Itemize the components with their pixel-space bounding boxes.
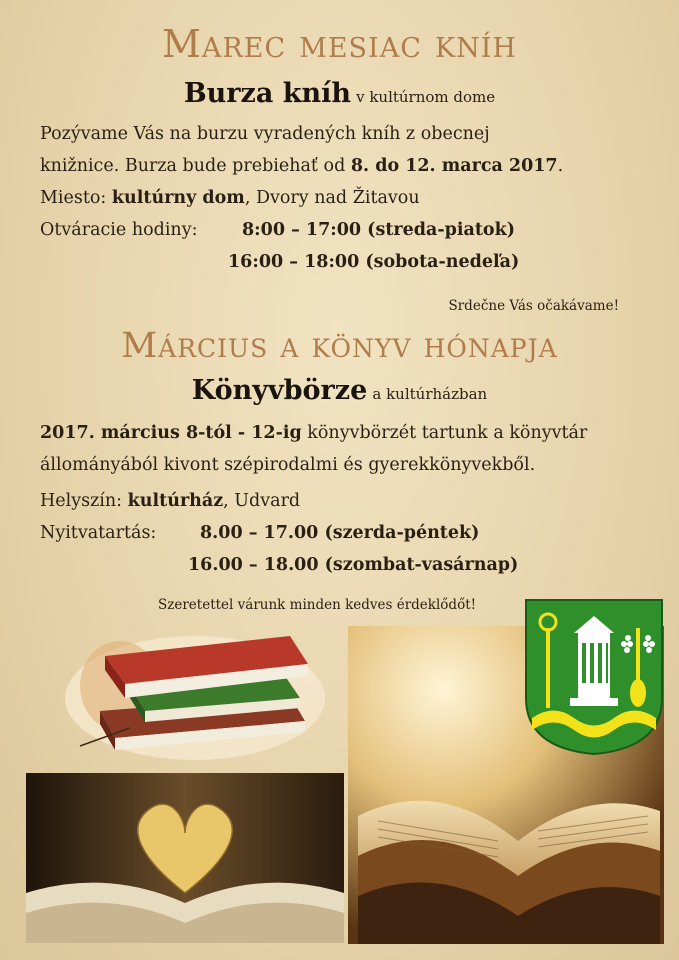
hungarian-hours-weekend xyxy=(188,555,518,575)
hungarian-place-line xyxy=(40,491,300,511)
hungarian-event-name: Könyvbörze xyxy=(191,375,368,406)
slovak-hours-weekend xyxy=(228,252,519,272)
slovak-dates: 8. do 12. marca 2017 xyxy=(350,156,558,176)
hungarian-intro-line2: állományából kivont szépirodalmi és gyerekkönyvekből. xyxy=(40,455,536,475)
slovak-intro-text: knižnice. Burza bude prebiehať od xyxy=(40,156,351,176)
slovak-intro-end: . xyxy=(557,156,564,176)
slovak-intro-line2 xyxy=(40,156,563,176)
slovak-hours2: 16:00 – 18:00 (sobota-nedeľa) xyxy=(228,252,520,272)
slovak-hours-label: Otváracie hodiny: xyxy=(40,220,198,240)
hungarian-hours-weekday xyxy=(200,523,479,543)
slovak-place-venue: kultúrny dom xyxy=(111,188,245,208)
slovak-hours1: 8:00 – 17:00 (streda-piatok) xyxy=(242,220,515,240)
slovak-greeting: Srdečne Vás očakávame! xyxy=(448,298,619,314)
hungarian-intro-line1 xyxy=(40,423,587,443)
hungarian-dates: 2017. március 8-tól - 12-ig xyxy=(40,423,302,443)
stack-of-books-image xyxy=(60,616,330,766)
hungarian-place-label: Helyszín: xyxy=(40,491,128,511)
hungarian-event-heading xyxy=(0,375,679,406)
hungarian-greeting: Szeretettel várunk minden kedves érdeklődőt! xyxy=(158,597,477,613)
hungarian-title: Március a könyv hónapja xyxy=(121,326,558,366)
hungarian-event-location: a kultúrházban xyxy=(372,385,488,403)
hungarian-place-venue: kultúrház xyxy=(127,491,224,511)
heart-shaped-pages-image xyxy=(26,773,344,943)
slovak-place-label: Miesto: xyxy=(40,188,112,208)
slovak-place-town: , Dvory nad Žitavou xyxy=(244,188,420,208)
hungarian-hours-label: Nyitvatartás: xyxy=(40,523,157,543)
hungarian-intro-text: könyvbörzét tartunk a könyvtár xyxy=(301,423,588,443)
village-coat-of-arms xyxy=(524,598,664,756)
hungarian-place-town: , Udvard xyxy=(223,491,301,511)
slovak-event-location: v kultúrnom dome xyxy=(356,88,496,106)
slovak-intro-line1: Pozývame Vás na burzu vyradených kníh z obecnej xyxy=(40,124,490,144)
slovak-event-heading xyxy=(0,78,679,109)
hungarian-hours1: 8.00 – 17.00 (szerda-péntek) xyxy=(200,523,480,543)
slovak-event-name: Burza kníh xyxy=(183,78,351,109)
slovak-title: Marec mesiac kníh xyxy=(162,22,517,66)
hungarian-hours2: 16.00 – 18.00 (szombat-vasárnap) xyxy=(188,555,519,575)
slovak-place-line xyxy=(40,188,420,208)
slovak-hours-weekday xyxy=(242,220,515,240)
